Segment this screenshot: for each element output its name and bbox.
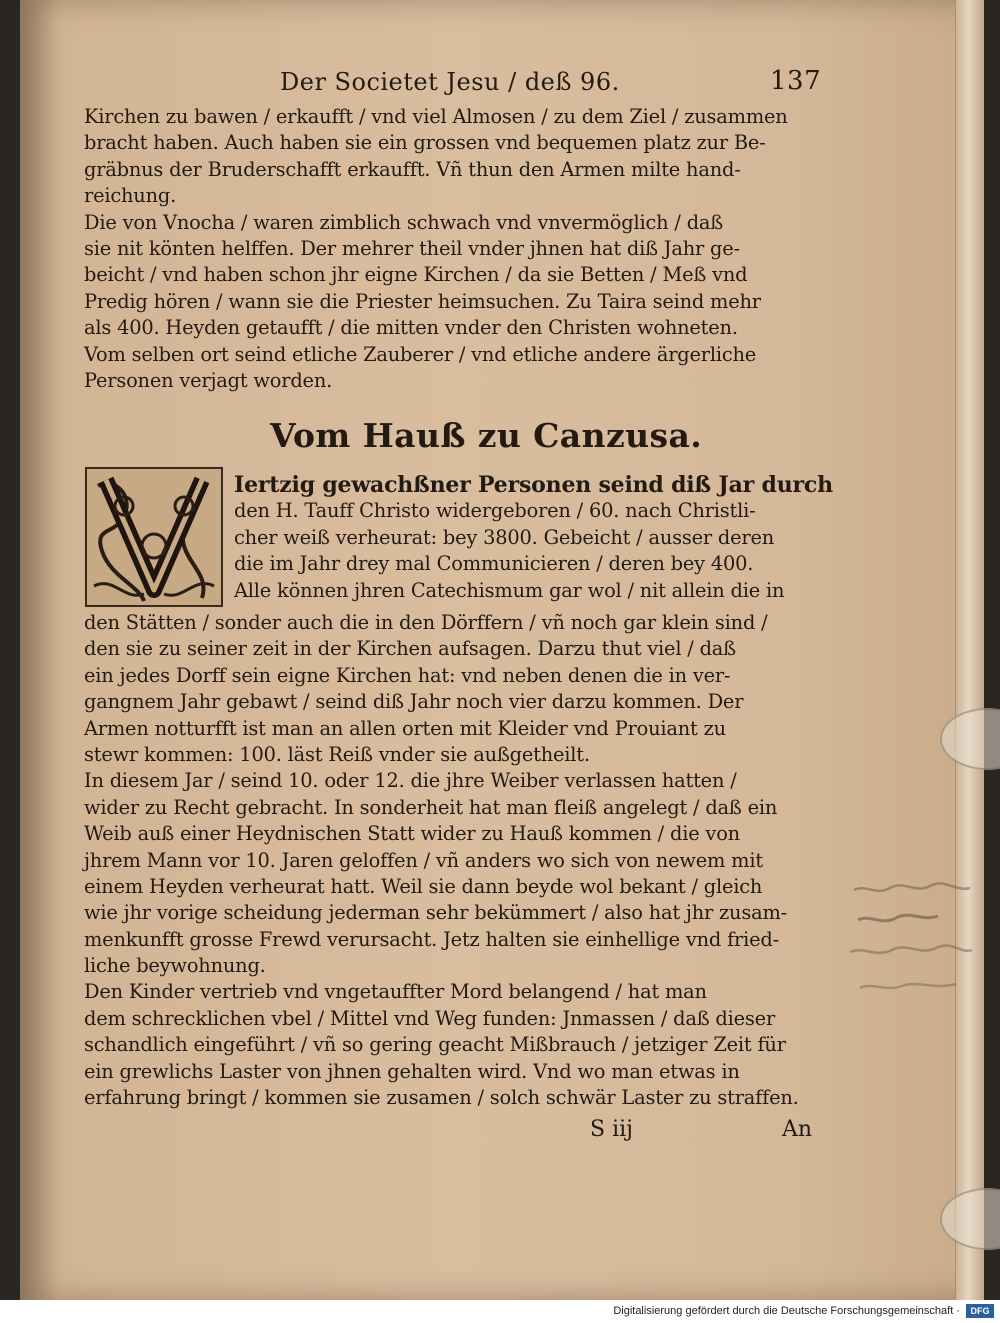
text-line: einem Heyden verheurat hatt. Weil sie dann beyde wol bekant / gleich bbox=[84, 874, 763, 898]
faded-marginal-note bbox=[846, 870, 976, 1010]
text-line: gangnem Jahr gebawt / seind diß Jahr noch vier darzu kommen. Der bbox=[84, 690, 744, 714]
running-head bbox=[250, 66, 830, 100]
text-line: menkunfft grosse Frewd verursacht. Jetz halten sie einhellige vnd fried- bbox=[84, 927, 779, 951]
text-line: erfahrung bringt / kommen sie zusamen / solch schwär Laster zu straffen. bbox=[84, 1086, 799, 1110]
text-line: Die von Vnocha / waren zimblich schwach vnd vnvermöglich / daß bbox=[84, 210, 724, 234]
text-line: den Stätten / sonder auch die in den Dörffern / vñ noch gar klein sind / bbox=[84, 611, 768, 634]
text-line: dem schrecklichen vbel / Mittel vnd Weg funden: Jnmassen / daß dieser bbox=[84, 1006, 776, 1030]
paragraph-top bbox=[84, 104, 824, 394]
paragraph-main bbox=[84, 610, 824, 1111]
text-line: beicht / vnd haben schon jhr eigne Kirchen / da sie Betten / Meß vnd bbox=[84, 263, 748, 287]
signature-mark: S iij bbox=[590, 1117, 633, 1142]
text-line: cher weiß verheurat: bey 3800. Gebeicht / ausser deren bbox=[234, 525, 775, 549]
text-line: den sie zu seiner zeit in der Kirchen aufsagen. Darzu thut viel / daß bbox=[84, 637, 736, 661]
text-line: Den Kinder vertrieb vnd vngetauffter Mord belangend / hat man bbox=[84, 980, 707, 1004]
text-line: Predig hören / wann sie die Priester heimsuchen. Zu Taira seind mehr bbox=[84, 289, 761, 313]
text-line: bracht haben. Auch haben sie ein grossen vnd bequemen platz zur Be- bbox=[84, 131, 766, 155]
digitization-footer bbox=[0, 1300, 1000, 1323]
text-line: schandlich eingeführt / vñ so gering geacht Mißbrauch / jetziger Zeit für bbox=[84, 1033, 786, 1057]
text-line: Vom selben ort seind etliche Zauberer / vnd etliche andere ärgerliche bbox=[84, 342, 757, 366]
text-line: als 400. Heyden getaufft / die mitten vnder den Christen wohneten. bbox=[84, 316, 738, 340]
dfg-logo: DFG bbox=[966, 1304, 994, 1318]
decorated-initial-v bbox=[84, 466, 224, 608]
text-line: In diesem Jar / seind 10. oder 12. die jhre Weiber verlassen hatten / bbox=[84, 769, 737, 793]
text-line: Alle können jhren Catechismum gar wol / nit allein die in bbox=[234, 578, 785, 602]
running-title: Der Societet Jesu / deß 96. bbox=[280, 68, 620, 96]
page-edge-strip bbox=[955, 0, 984, 1300]
catchword: An bbox=[782, 1117, 813, 1142]
text-line: reichung. bbox=[84, 184, 177, 208]
text-line: den H. Tauff Christo widergeboren / 60. nach Christli- bbox=[234, 499, 756, 523]
text-line: ein grewlichs Laster von jhnen gehalten wird. Vnd wo man etwas in bbox=[84, 1059, 740, 1083]
text-line: Kirchen zu bawen / erkaufft / vnd viel Almosen / zu dem Ziel / zusammen bbox=[84, 105, 788, 128]
paragraph-dropcap bbox=[234, 472, 833, 604]
text-line: wie jhr vorige scheidung jederman sehr bekümmert / also hat jhr zusam- bbox=[84, 901, 787, 925]
text-line: gräbnus der Bruderschafft erkaufft. Vñ thun den Armen milte hand- bbox=[84, 157, 741, 181]
section-heading: Vom Hauß zu Canzusa. bbox=[270, 416, 703, 455]
text-line: wider zu Recht gebracht. In sonderheit hat man fleiß angelegt / daß ein bbox=[84, 795, 778, 819]
text-line: ein jedes Dorff sein eigne Kirchen hat: vnd neben denen die in ver- bbox=[84, 663, 731, 687]
text-line: stewr kommen: 100. läst Reiß vnder sie außgetheilt. bbox=[84, 742, 590, 766]
text-line-first: Iertzig gewachßner Personen seind diß Jar durch bbox=[234, 472, 833, 498]
text-line: die im Jahr drey mal Communicieren / deren bey 400. bbox=[234, 552, 754, 576]
text-line: liche beywohnung. bbox=[84, 954, 266, 978]
page-number: 137 bbox=[770, 66, 822, 96]
text-line: Personen verjagt worden. bbox=[84, 368, 333, 392]
text-line: Armen notturfft ist man an allen orten mit Kleider vnd Prouiant zu bbox=[84, 716, 726, 740]
text-line: sie nit könten helffen. Der mehrer theil vnder jhnen hat diß Jahr ge- bbox=[84, 236, 740, 260]
funding-credit: Digitalisierung gefördert durch die Deutsche Forschungsgemeinschaft · bbox=[613, 1305, 960, 1317]
text-line: Weib auß einer Heydnischen Statt wider zu Hauß kommen / die von bbox=[84, 822, 740, 846]
text-line: jhrem Mann vor 10. Jaren geloffen / vñ anders wo sich von newem mit bbox=[84, 848, 763, 872]
